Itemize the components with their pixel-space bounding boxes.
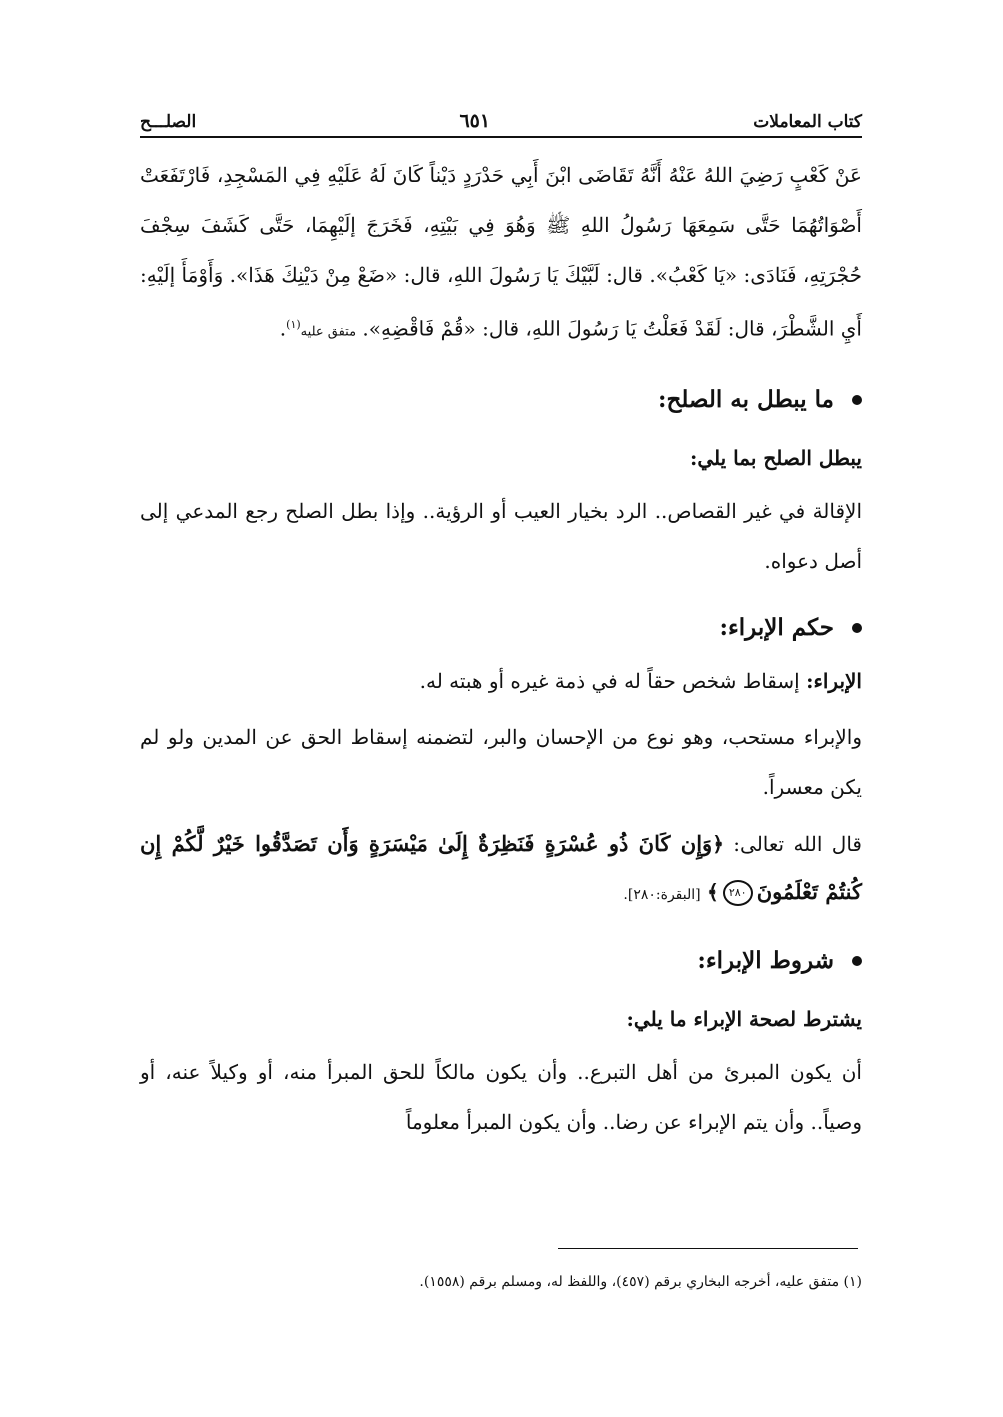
definition-term: الإبراء: <box>806 668 862 693</box>
bullet-icon <box>852 395 862 405</box>
section-subhead: يبطل الصلح بما يلي: <box>689 445 862 470</box>
definition-text: إسقاط شخص حقاً له في ذمة غيره أو هبته له. <box>419 668 807 693</box>
section-paragraph: أن يكون المبرئ من أهل التبرع.. وأن يكون مالكاً للحق المبرأ منه، أو وكيلاً عنه، أو وصياً.. وأن يتم الإبراء عن رضا.. وأن يكون المبرأ معلوماً <box>140 1059 862 1134</box>
footnote: (١) متفق عليه، أخرجه البخاري برقم (٤٥٧)، واللفظ له، ومسلم برقم (١٥٥٨). <box>419 1274 862 1290</box>
footnote-marker: (١) <box>286 318 301 331</box>
section-heading-text: ما يبطل به الصلح: <box>657 386 834 414</box>
bullet-icon <box>852 956 862 966</box>
ayah-number-mark: ٢٨٠ <box>723 880 753 906</box>
section-heading-invalidation <box>140 378 862 422</box>
header-rule <box>140 136 862 138</box>
quran-citation: [البقرة:٢٨٠]. <box>623 886 701 903</box>
quran-open-bracket: ﴿ <box>712 831 724 856</box>
section-heading-ibra-ruling <box>140 606 862 650</box>
quran-verse: وَإِن كَانَ ذُو عُسْرَةٍ فَنَظِرَةٌ إِلَىٰ مَيْسَرَةٍ وَأَن تَصَدَّقُوا خَيْرٌ لَّكُمْ إِن كُنتُمْ تَعْلَمُونَ <box>140 830 862 904</box>
running-header <box>140 98 862 132</box>
quran-intro: قال الله تعالى: <box>723 831 862 856</box>
hadith-reference: متفق عليه <box>300 324 357 340</box>
section-heading-text: حكم الإبراء: <box>719 614 834 642</box>
page-body <box>140 150 862 1147</box>
section-paragraph: الإقالة في غير القصاص.. الرد بخيار العيب أو الرؤية.. وإذا بطل الصلح رجع المدعي إلى أصل دعواه. <box>140 498 862 573</box>
quran-quote <box>140 820 862 919</box>
bullet-icon <box>852 623 862 633</box>
hadith-end: . <box>279 316 287 341</box>
definition-line <box>140 656 862 706</box>
hadith-text <box>140 150 862 358</box>
page-number: ٦٥١ <box>459 110 491 132</box>
section-paragraph: والإبراء مستحب، وهو نوع من الإحسان والبر، لتضمنه إسقاط الحق عن المدين ولو لم يكن معسراً. <box>140 724 862 799</box>
chapter-title: الصلـــح <box>140 112 197 132</box>
book-title: كتاب المعاملات <box>753 112 862 132</box>
section-subhead: يشترط لصحة الإبراء ما يلي: <box>626 1006 862 1031</box>
hadith-body: عَنْ كَعْبٍ رَضِيَ اللهُ عَنْهُ أَنَّهُ تَقَاضَى ابْنَ أَبِي حَدْرَدٍ دَيْناً كَانَ لَهُ عَلَيْهِ فِي المَسْجِدِ، فَارْتَفَعَتْ أَصْوَاتُهُمَا حَتَّى سَمِعَهَا رَسُولُ اللهِ ﷺ وَهُوَ فِي بَيْتِهِ، فَخَرَجَ إلَيْهِمَا، حَتَّى كَشَفَ سِجْفَ حُجْرَتِهِ، فَنَادَى: «يَا كَعْبُ». قال: لَبَّيْكَ يَا رَسُولَ اللهِ، قال: «ضَعْ مِنْ دَيْنِكَ هَذَا». وَأَوْمَأَ إلَيْهِ: أَيِ الشَّطْرَ، قال: لَقَدْ فَعَلْتُ يَا رَسُولَ اللهِ، قال: «قُمْ فَاقْضِهِ». <box>140 163 862 341</box>
quran-close-bracket: ﴾ <box>706 879 719 904</box>
section-heading-ibra-conditions <box>140 939 862 983</box>
section-heading-text: شروط الإبراء: <box>697 947 834 975</box>
footnote-rule <box>558 1248 858 1249</box>
